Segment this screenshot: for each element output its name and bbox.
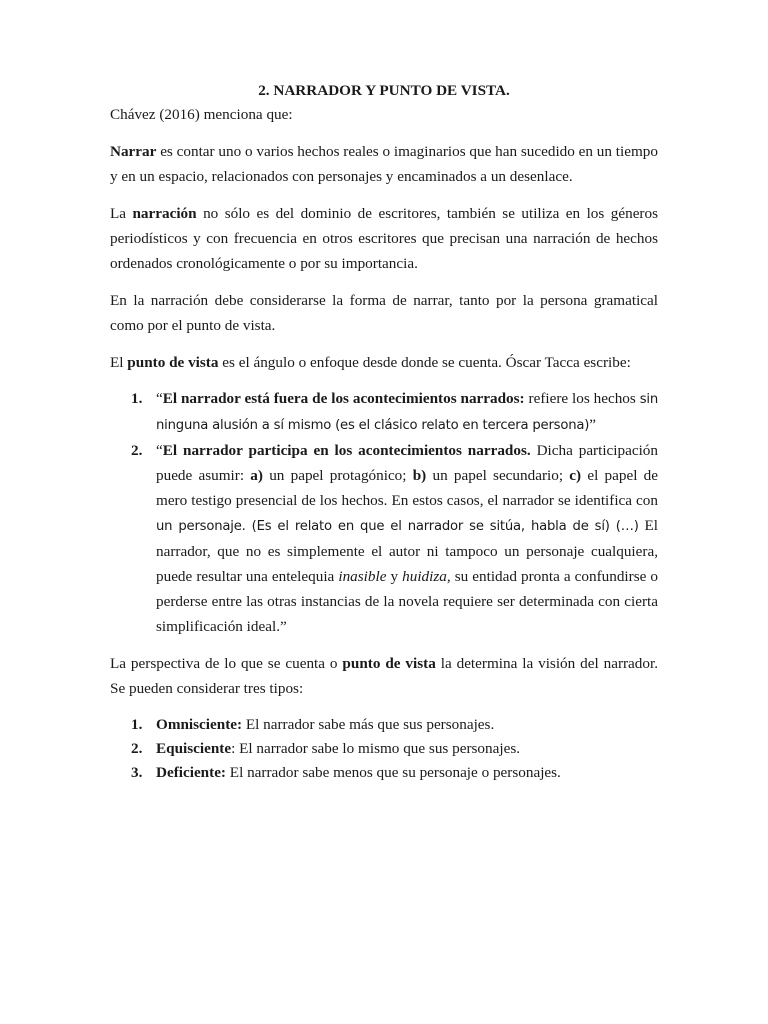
paragraph-text: La perspectiva de lo que se cuenta o	[110, 655, 343, 672]
list-number: 1.	[131, 716, 143, 733]
paragraph-narracion	[110, 201, 658, 276]
quote-mark: ”	[589, 416, 596, 433]
section-title: 2. NARRADOR Y PUNTO DE VISTA.	[258, 82, 510, 99]
quote-mark: “	[156, 390, 163, 407]
paragraph-perspectiva	[110, 651, 658, 701]
quoted-sans-text: un personaje. (Es el relato en que el narrador se sitúa, habla de sí) (…)	[156, 519, 639, 534]
quoted-sans-text: sin ninguna alusión a sí mismo (es el clásico relato en tercera persona)	[156, 392, 658, 433]
item-text: y	[386, 568, 403, 585]
intro-paragraph: Chávez (2016) menciona que:	[110, 106, 293, 123]
paragraph-text: El	[110, 354, 128, 371]
item-text: El narrador, que no es simplemente el autor ni tampoco un personaje cualquiera, puede resultar una entelequia	[156, 517, 658, 585]
paragraph-text: no sólo es del dominio de escritores, también se utiliza en los géneros periodísticos y con frecuencia en otros escritores que precisan una narración de hechos ordenados cronológicamente o por su importancia.	[110, 205, 658, 272]
paragraph-text: la determina la visión del narrador. Se pueden considerar tres tipos:	[110, 655, 658, 697]
list-item	[110, 386, 658, 438]
list-item	[110, 737, 658, 761]
paragraph-forma-narrar	[110, 288, 658, 338]
italic-text: inasible	[338, 568, 387, 585]
term-narrar: Narrar	[110, 143, 157, 160]
narrator-types-list	[110, 713, 658, 785]
paragraph-punto-vista	[110, 350, 658, 375]
paragraph-text: es el ángulo o enfoque desde donde se cuenta. Óscar Tacca escribe:	[218, 354, 631, 371]
quote-list	[110, 386, 658, 639]
bold-text: c)	[569, 467, 582, 484]
term-punto-vista: punto de vista	[127, 354, 219, 371]
paragraph-text: La	[110, 205, 133, 222]
term-narracion: narración	[132, 205, 197, 222]
list-number: 2.	[131, 740, 143, 757]
item-text: , su entidad pronta a confundirse o perderse entre las otras instancias de la novela requiere ser determinada con cierta simplificación ideal.”	[156, 568, 659, 635]
quote-mark: “	[156, 442, 163, 459]
type-term: Equisciente	[156, 740, 232, 757]
list-number: 3.	[131, 764, 143, 781]
paragraph-narrar	[110, 139, 658, 189]
bold-text: El narrador participa en los acontecimientos narrados.	[162, 442, 531, 459]
list-item	[110, 713, 658, 737]
paragraph-text: En la narración debe considerarse la forma de narrar, tanto por la persona gramatical como por el punto de vista.	[110, 292, 658, 334]
type-term: Deficiente:	[156, 764, 226, 781]
item-text: un papel protagónico;	[262, 467, 413, 484]
item-text: un papel secundario;	[426, 467, 570, 484]
type-term: Omnisciente:	[156, 716, 243, 733]
item-text: el papel de mero testigo presencial de los hechos. En estos casos, el narrador se identifica con	[156, 467, 658, 509]
item-text: refiere los hechos	[524, 390, 640, 407]
italic-text: huidiza	[402, 568, 447, 585]
document-page	[110, 80, 658, 797]
paragraph-text: es contar uno o varios hechos reales o imaginarios que han sucedido en un tiempo y en un espacio, relacionados con personajes y encaminados a un desenlace.	[110, 143, 658, 185]
term-punto-vista: punto de vista	[342, 655, 436, 672]
type-description: El narrador sabe más que sus personajes.	[242, 716, 495, 733]
list-number: 1.	[131, 390, 143, 407]
list-item	[110, 438, 658, 639]
list-item	[110, 761, 658, 785]
bold-text: b)	[412, 467, 427, 484]
item-text: Dicha participación puede asumir:	[156, 442, 658, 484]
type-description: : El narrador sabe lo mismo que sus personajes.	[231, 740, 521, 757]
type-description: El narrador sabe menos que su personaje o personajes.	[226, 764, 561, 781]
bold-text: a)	[250, 467, 263, 484]
bold-text: El narrador está fuera de los acontecimientos narrados:	[162, 390, 525, 407]
list-number: 2.	[131, 442, 143, 459]
